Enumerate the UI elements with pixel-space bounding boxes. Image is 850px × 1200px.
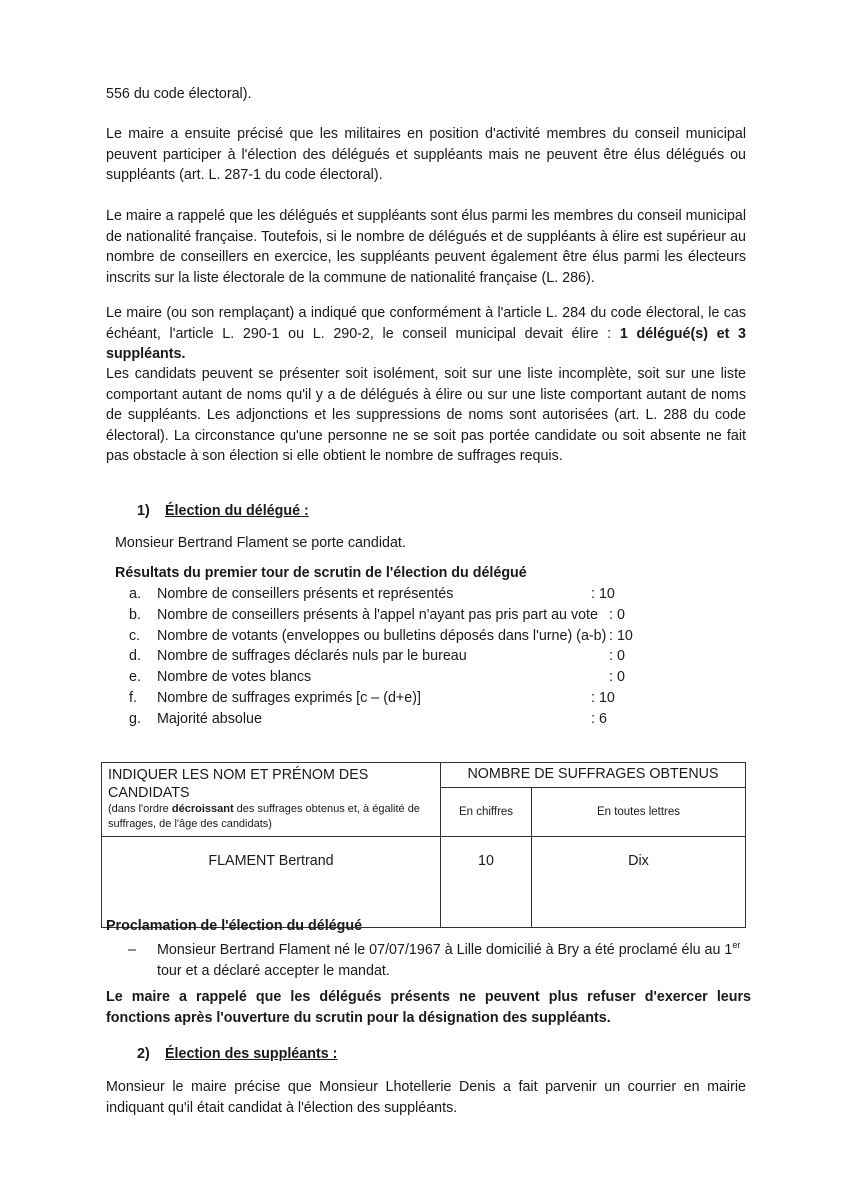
result-value: : 6 <box>591 710 607 727</box>
votes-letters: Dix <box>532 837 746 928</box>
result-letter: e. <box>129 669 141 686</box>
candidates-header <box>102 763 441 837</box>
note-bold: décroissant <box>171 803 234 815</box>
note-text: des suffrages obtenus et, à égalité de suffrages, de l'âge des candidats) <box>108 803 420 830</box>
paragraph-mayor <box>106 303 746 365</box>
section2-heading <box>137 1046 337 1062</box>
paragraph-candidates: Les candidats peuvent se présenter soit isolément, soit sur une liste incomplète, soit sur une liste comportant autant de noms qu'il y a de délégués à élire ou sur une liste comportant autant de noms de suppléants. Les adjonctions et les suppressions de noms sont autorisées (art. L. 288 du code électoral). La circonstance qu'une personne ne se soit pas portée candidate ou soit absente ne fait pas obstacle à son élection si elle obtient le nombre de suffrages requis. <box>106 366 746 464</box>
proclamation-title: Proclamation de l'élection du délégué <box>106 918 363 934</box>
result-label: Nombre de conseillers présents à l'appel n'ayant pas pris part au vote <box>157 606 598 623</box>
result-value: : 10 <box>591 689 615 706</box>
result-label: Nombre de suffrages déclarés nuls par le bureau <box>157 648 467 665</box>
result-label: Nombre de votes blancs <box>157 669 312 686</box>
section2-number: 2) <box>137 1046 150 1062</box>
list-item <box>129 688 649 709</box>
mayor-reminder: Le maire a rappelé que les délégués présents ne peuvent plus refuser d'exercer leurs fonctions après l'ouverture du scrutin pour la désignation des suppléants. <box>106 989 751 1026</box>
candidate-line: Monsieur Bertrand Flament se porte candidat. <box>115 535 406 551</box>
intro-line: 556 du code électoral). <box>106 86 252 102</box>
votes-figures: 10 <box>441 837 532 928</box>
result-letter: f. <box>129 689 137 706</box>
result-letter: c. <box>129 627 141 644</box>
letters-header: En toutes lettres <box>532 788 746 837</box>
note-text: (dans l'ordre <box>108 803 172 815</box>
proclamation-line: Monsieur Bertrand Flament né le 07/07/1967 à Lille domicilié à Bry a été proclamé élu au 1 <box>157 942 733 958</box>
candidates-header-title: INDIQUER LES NOM ET PRÉNOM DES CANDIDATS <box>108 767 369 801</box>
figures-header: En chiffres <box>441 788 532 837</box>
result-letter: d. <box>129 648 141 665</box>
section2-text: Monsieur le maire précise que Monsieur Lhotellerie Denis a fait parvenir un courrier en mairie indiquant qu'il était candidat à l'élection des suppléants. <box>106 1079 746 1116</box>
list-item <box>129 646 649 667</box>
section2-title: Élection des suppléants : <box>165 1046 338 1062</box>
list-item <box>129 709 649 730</box>
votes-header: NOMBRE DE SUFFRAGES OBTENUS <box>441 763 746 788</box>
paragraph-mayor-bold: 1 délégué(s) et 3 suppléants. <box>106 325 746 362</box>
result-letter: g. <box>129 710 141 727</box>
paragraph-nationality: Le maire a rappelé que les délégués et suppléants sont élus parmi les membres du conseil municipal de nationalité française. Toutefois, si le nombre de délégués et de suppléants à élire est supérieur au nombre de conseillers en exercice, les suppléants peuvent également être élus parmi les électeurs inscrits sur la liste électorale de la commune de nationalité française (L. 286). <box>106 208 746 286</box>
result-label: Nombre de suffrages exprimés [c – (d+e)] <box>157 689 421 706</box>
result-label: Nombre de votants (enveloppes ou bulletins déposés dans l'urne) (a-b) <box>157 627 607 644</box>
result-letter: b. <box>129 606 141 623</box>
proclamation-text <box>157 940 777 981</box>
list-item <box>129 626 649 647</box>
result-value: : 10 <box>609 627 633 644</box>
result-value: : 0 <box>609 669 625 686</box>
list-item <box>129 667 649 688</box>
section1-heading <box>137 503 309 519</box>
section1-title: Élection du délégué : <box>165 503 309 519</box>
result-letter: a. <box>129 586 141 602</box>
results-title: Résultats du premier tour de scrutin de l'élection du délégué <box>115 565 527 581</box>
candidate-name: FLAMENT Bertrand <box>102 837 441 928</box>
result-label: Nombre de conseillers présents et représentés <box>157 586 454 602</box>
list-item <box>129 605 649 626</box>
paragraph-mayor-text: Le maire (ou son remplaçant) a indiqué que conformément à l'article L. 284 du code électoral, le cas échéant, l'article L. 290-1 ou L. 290-2, le conseil municipal devait élire : <box>106 305 746 342</box>
section1-number: 1) <box>137 503 150 519</box>
proclamation-superscript: er <box>732 940 741 951</box>
result-value: : 0 <box>609 606 625 623</box>
result-label: Majorité absolue <box>157 710 262 727</box>
proclamation-line2: tour et a déclaré accepter le mandat. <box>157 962 390 979</box>
table-header-row <box>102 763 746 788</box>
candidates-table <box>101 762 746 928</box>
result-value: : 0 <box>609 648 625 665</box>
candidates-header-note <box>108 802 434 832</box>
table-row <box>102 837 746 928</box>
results-list <box>129 584 649 730</box>
bullet-dash: – <box>128 942 136 958</box>
paragraph-military: Le maire a ensuite précisé que les militaires en position d'activité membres du conseil municipal peuvent participer à l'élection des délégués et suppléants mais ne peuvent être élus délégués ou suppléants (art. L. 287-1 du code électoral). <box>106 126 746 183</box>
list-item <box>129 584 649 605</box>
result-value: : 10 <box>591 586 615 602</box>
